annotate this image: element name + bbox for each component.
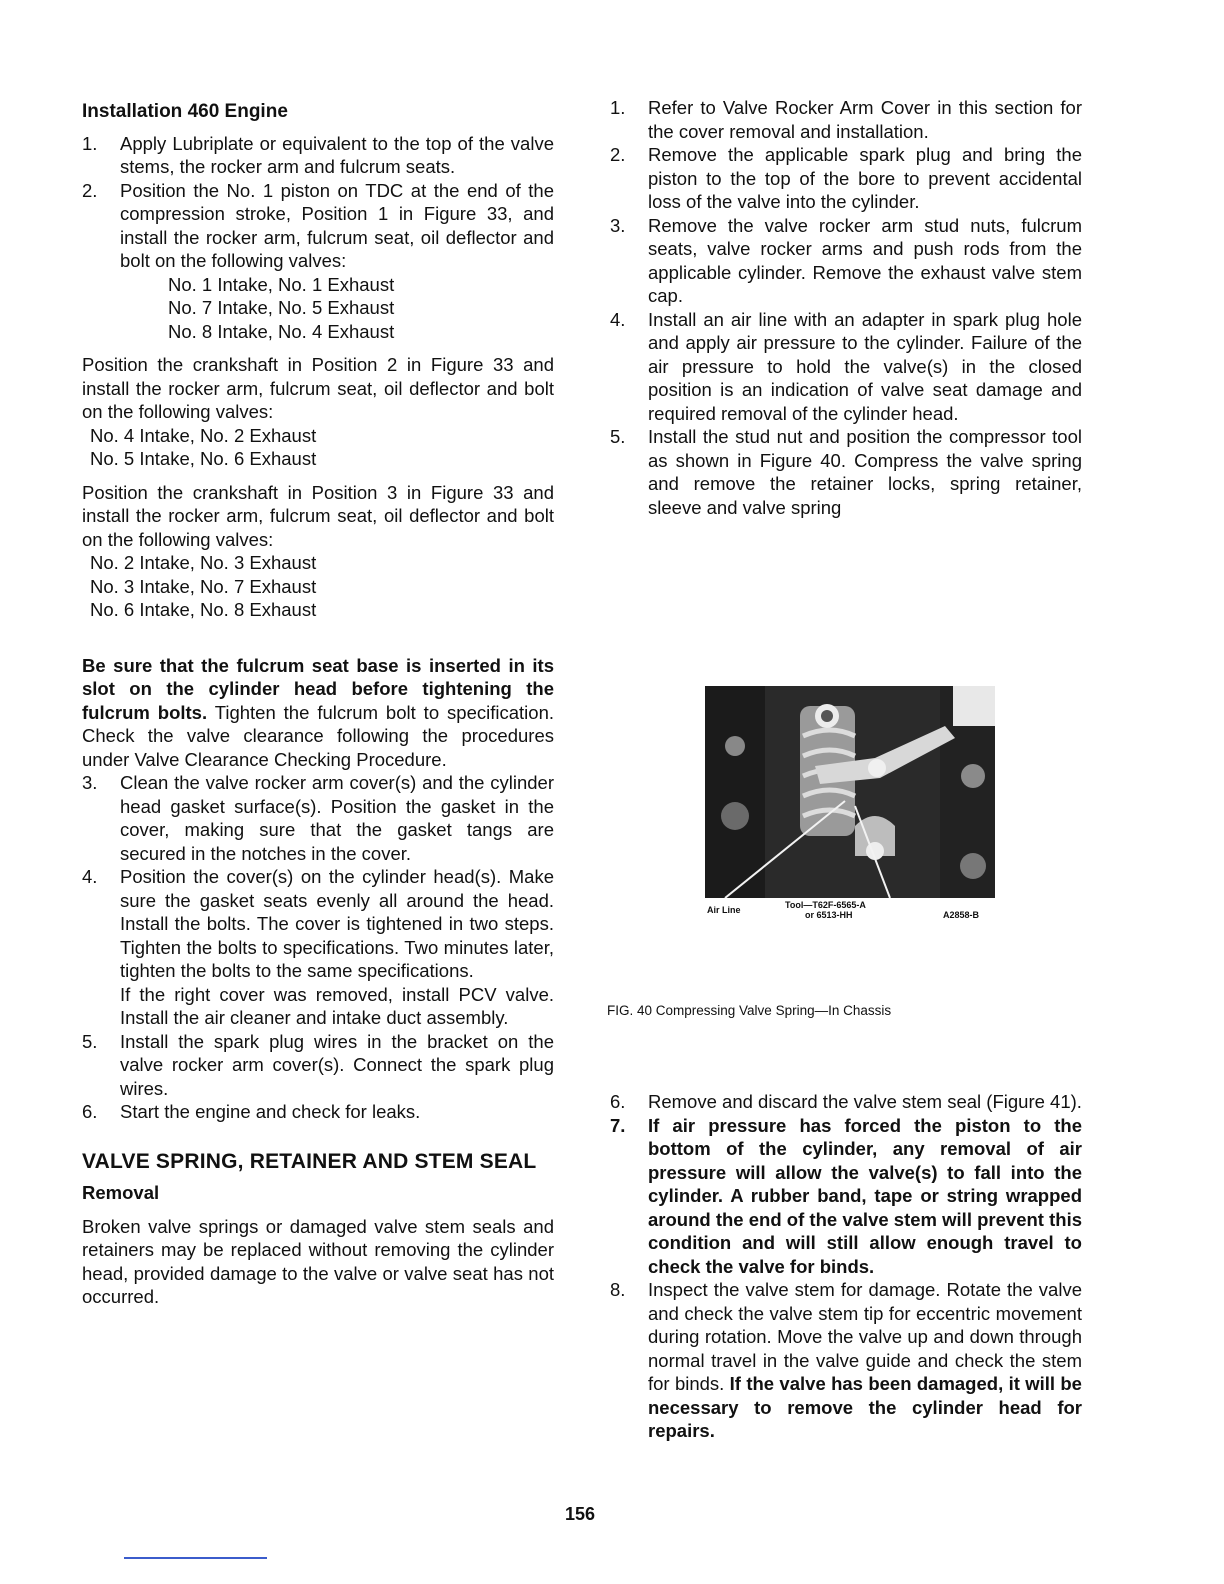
right-column-lower — [610, 1090, 1082, 1443]
list-item — [82, 771, 554, 865]
step-text: Remove the valve rocker arm stud nuts, fulcrum seats, valve rocker arms and push rods from the applicable cylinder. Remove the exhaust valve stem cap. — [648, 214, 1082, 306]
position-3-paragraph: Position the crankshaft in Position 3 in Figure 33 and install the rocker arm, fulcrum seat, oil deflector and bolt on the following valves: — [82, 481, 554, 550]
step-bold-text: If the valve has been damaged, it will be necessary to remove the cylinder head for repairs. — [648, 1373, 1082, 1441]
step-number: 2. — [610, 144, 626, 165]
valve-entry: No. 5 Intake, No. 6 Exhaust — [90, 448, 317, 469]
step-text: If air pressure has forced the piston to the bottom of the cylinder, any removal of air pressure will allow the valve(s) to fall into the cylinder. A rubber band, tape or string wrapped around the end of the valve stem will prevent this condition and will still allow enough travel to check the valve for binds. — [648, 1114, 1082, 1277]
list-item — [610, 1278, 1082, 1443]
step-number: 5. — [82, 1030, 98, 1052]
list-item — [610, 143, 1082, 214]
step-number: 7. — [610, 1114, 626, 1136]
tool-alt-label: or 6513-HH — [805, 910, 853, 920]
warning-bold-text: Be sure that the fulcrum seat base is inserted in its slot on the cylinder head before tightening the fulcrum bolts. — [82, 654, 554, 723]
list-item — [82, 132, 554, 179]
installation-heading: Installation 460 Engine — [82, 101, 288, 122]
valve-entry: No. 7 Intake, No. 5 Exhaust — [168, 297, 395, 318]
valve-entry: No. 1 Intake, No. 1 Exhaust — [168, 273, 395, 295]
step-number: 3. — [610, 214, 626, 236]
list-item — [82, 1100, 554, 1124]
list-item — [610, 308, 1082, 426]
fulcrum-warning — [82, 654, 554, 772]
step-number: 1. — [610, 97, 626, 118]
warning-text: Tighten the fulcrum bolt to specification. Check the valve clearance following the procedures under Valve Clearance Checking Procedure. — [82, 701, 554, 770]
step-number: 4. — [82, 866, 98, 887]
valve-entry: No. 8 Intake, No. 4 Exhaust — [168, 320, 395, 342]
left-column — [82, 96, 554, 1309]
valve-list-position-2 — [82, 424, 554, 471]
step-text: Apply Lubriplate or equivalent to the top of the valve stems, the rocker arm and fulcrum seats. — [120, 132, 554, 177]
step-text: Inspect the valve stem for damage. Rotate the valve and check the valve stem tip for eccentric movement during rotation. Move the valve up and down through normal travel in the valve guide and check the stem for binds. — [648, 1279, 1082, 1394]
tool-label: Tool—T62F-6565-A — [785, 900, 866, 910]
divider — [124, 1557, 267, 1559]
install-steps-a — [82, 132, 554, 344]
valve-spring-compressor-photo — [705, 686, 995, 898]
valve-entry: No. 4 Intake, No. 2 Exhaust — [90, 424, 317, 446]
install-steps-b — [82, 771, 554, 1124]
step-text: Position the No. 1 piston on TDC at the end of the compression stroke, Position 1 in Figure 33, and install the rocker arm, fulcrum seat, oil deflector and bolt on the following valves: — [120, 179, 554, 271]
figure-code: A2858-B — [943, 910, 980, 920]
removal-paragraph: Broken valve springs or damaged valve stem seals and retainers may be replaced without removing the cylinder head, provided damage to the valve or valve seat has not occurred. — [82, 1215, 554, 1307]
step-text: Install the spark plug wires in the bracket on the valve rocker arm cover(s). Connect the spark plug wires. — [120, 1030, 554, 1099]
step-text: Remove and discard the valve stem seal (Figure 41). — [648, 1091, 1082, 1112]
list-item — [610, 425, 1082, 519]
list-item — [610, 214, 1082, 308]
list-item — [610, 1090, 1082, 1114]
list-item — [82, 179, 554, 344]
list-item — [610, 96, 1082, 143]
list-item — [610, 1114, 1082, 1279]
removal-steps-a — [610, 96, 1082, 519]
step-number: 6. — [610, 1091, 626, 1112]
step-number: 8. — [610, 1279, 626, 1300]
step-number: 2. — [82, 179, 98, 201]
step-number: 1. — [82, 132, 98, 154]
step-text: Start the engine and check for leaks. — [120, 1101, 421, 1122]
position-2-paragraph: Position the crankshaft in Position 2 in Figure 33 and install the rocker arm, fulcrum seat, oil deflector and bolt on the following valves: — [82, 354, 554, 422]
figure-40 — [705, 686, 995, 926]
step-text: Install an air line with an adapter in spark plug hole and apply air pressure to the cylinder. Failure of the air pressure to hold the valve(s) in the closed position is an indication of valve seat damage and required removal of the cylinder head. — [648, 308, 1082, 424]
step-text: Remove the applicable spark plug and bring the piston to the top of the bore to prevent accidental loss of the valve into the cylinder. — [648, 144, 1082, 212]
step-number: 5. — [610, 426, 626, 447]
right-column — [610, 96, 1082, 519]
valve-entry: No. 3 Intake, No. 7 Exhaust — [90, 575, 317, 597]
step-number: 6. — [82, 1101, 98, 1122]
valve-entry: No. 2 Intake, No. 3 Exhaust — [90, 552, 317, 573]
section-title: VALVE SPRING, RETAINER AND STEM SEAL — [82, 1149, 537, 1173]
removal-subtitle: Removal — [82, 1182, 160, 1203]
step-text: Position the cover(s) on the cylinder head(s). Make sure the gasket seats evenly all around the head. Install the bolts. The cover is tightened in two steps. Tighten the bolts to specifications. Two minutes later, tighten the bolts to the same specifications. — [120, 866, 554, 981]
step-text: Install the stud nut and position the compressor tool as shown in Figure 40. Compress the valve spring and remove the retainer locks, spring retainer, sleeve and valve spring — [648, 426, 1082, 518]
step-text: Refer to Valve Rocker Arm Cover in this section for the cover removal and installation. — [648, 97, 1082, 142]
page-number: 156 — [565, 1504, 596, 1524]
air-line-label: Air Line — [707, 905, 741, 915]
step-number: 3. — [82, 772, 98, 793]
list-item — [82, 865, 554, 1030]
list-item — [82, 1030, 554, 1101]
step-number: 4. — [610, 308, 626, 330]
removal-steps-b — [610, 1090, 1082, 1443]
valve-list-position-1 — [120, 273, 554, 344]
figure-caption: FIG. 40 Compressing Valve Spring—In Chassis — [607, 1003, 892, 1018]
step-continuation: If the right cover was removed, install PCV valve. Install the air cleaner and intake duct assembly. — [120, 983, 554, 1028]
valve-list-position-3 — [82, 551, 554, 622]
step-text: Clean the valve rocker arm cover(s) and the cylinder head gasket surface(s). Position the gasket in the cover, making sure that the gasket tangs are secured in the notches in the cover. — [120, 772, 554, 864]
valve-entry: No. 6 Intake, No. 8 Exhaust — [90, 599, 317, 620]
